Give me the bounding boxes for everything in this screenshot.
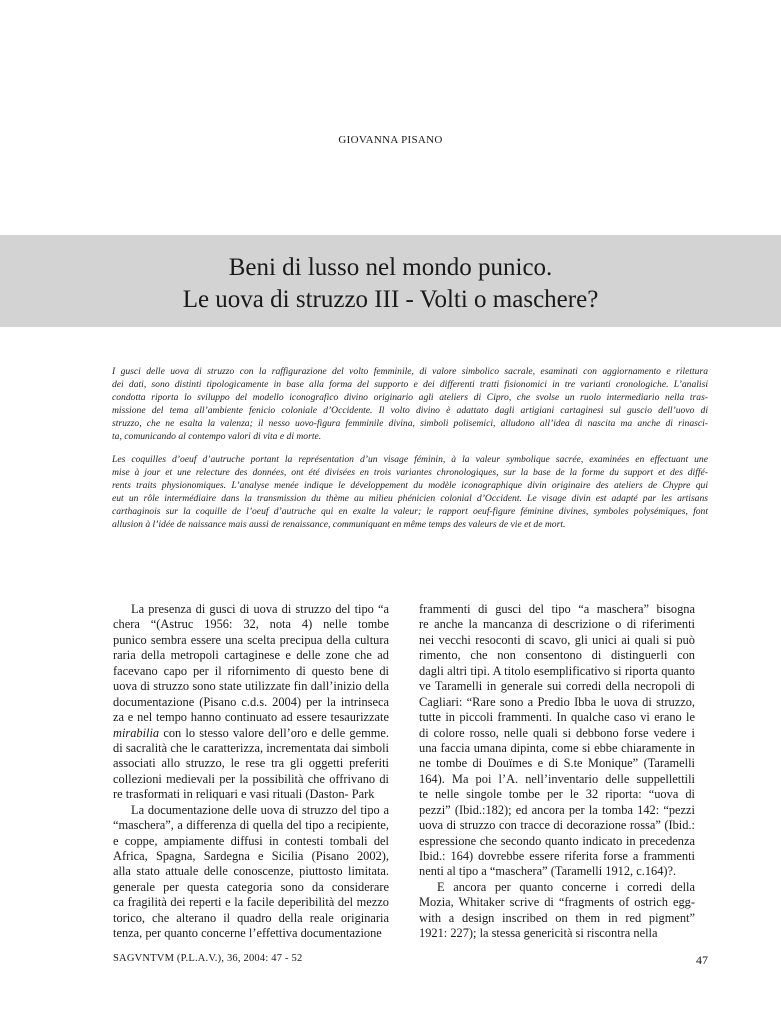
body-left-line: La documentazione delle uova di struzzo del tipo a [131, 802, 389, 817]
article-title-line-1: Beni di lusso nel mondo punico. [228, 254, 553, 281]
body-left-line: re trasformati in reliquari e vasi rituali (Daston- Park [113, 787, 375, 802]
article-title-line-2: Le uova di struzzo III - Volti o maschere? [182, 286, 599, 313]
body-left-line: associati allo struzzo, le rese tra gli oggetti preferiti [113, 756, 389, 771]
body-right-line: te nelle singole tombe per le 32 riporta: “uova di [419, 787, 695, 802]
abstract-italian-line: dei dati, sono distinti tipologicamente in base alla forma del supporto e dei differenti tratti fisionomici in tre varianti cronologiche. L’analisi [112, 378, 708, 390]
body-right-line: uova di struzzo con tracce di decorazione rossa” (Ibid.: [419, 818, 695, 833]
abstract-french-line: carthaginois sur la coquille de l’oeuf d’autruche qui en exalte la valeur; le rapport oeuf-figure féminine divines, symboles polysémiques, font [112, 505, 708, 517]
body-right-line: frammenti di gusci del tipo “a maschera” bisogna [419, 602, 695, 616]
body-left-line: generale per questa categoria sono da considerare [113, 879, 389, 894]
body-left-line: torico, che alterano il quadro della reale originaria [113, 910, 389, 925]
body-right-line: Mozia, Whitaker scrive di “fragments of ostrich egg- [419, 895, 695, 910]
abstract-french-line: Les coquilles d’oeuf d’autruche portant la représentation d’un visage féminin, à la valeur symbolique sacrée, examinées en effectuant une [112, 454, 708, 465]
journal-citation: SAGVNTVM (P.L.A.V.), 36, 2004: 47 - 52 [113, 953, 303, 964]
body-right-line: E ancora per quanto concerne i corredi della [437, 879, 695, 894]
body-right-line: dagli altri tipi. A titolo esemplificativo si riporta quanto [419, 663, 695, 678]
body-left-line: alla stato attuale delle conoscenze, piuttosto limitata. [113, 864, 389, 879]
body-right-line: nei vecchi resoconti di scavo, gli unici ai quali si può [419, 632, 695, 647]
page-number: 47 [696, 953, 708, 967]
body-left-line: ca fragilità dei reperti e la facile deperibilità del mezzo [113, 895, 389, 910]
body-left-line: uova di struzzo sono state utilizzate fin dall’inizio della [113, 679, 389, 694]
body-left-line: raria della metropoli cartaginese e delle zone che ad [113, 648, 389, 663]
abstract-french-line: rents traits physionomiques. L’analyse menée indique le développement du modèle iconographique divin originaire des ateliers de Chypre qui [112, 479, 708, 491]
body-left-line: La presenza di gusci di uova di struzzo del tipo “a [131, 602, 389, 616]
abstract-french-line: allusion à l’idée de naissance mais aussi de renaissance, communiquant en même temps des valeurs de vie et de mort. [112, 518, 566, 530]
body-column-right [419, 602, 695, 942]
body-left-line: mirabilia con lo stesso valore dell’oro e delle gemme. [113, 725, 389, 740]
body-right-line: ve Taramelli in generale sui corredi della necropoli di [419, 679, 695, 694]
body-left-line: facevano capo per il rifornimento di questo bene di [113, 663, 389, 678]
body-right-line: espressione che secondo quanto indicato in precedenza [419, 833, 695, 848]
body-left-line: collezioni medievali per la possibilità che offrivano di [113, 771, 389, 786]
body-right-line: nenti al tipo a “maschera” (Taramelli 1912, c.164)?. [419, 864, 677, 879]
abstract-french-line: mise à jour et une relecture des données, ont été divisées en trois variantes chronologiques, sur la base de la forme du support et des diffé- [112, 466, 708, 478]
body-left-line: e coppe, ampiamente diffusi in contesti tombali del [113, 833, 389, 848]
body-left-line: Africa, Spagna, Sardegna e Sicilia (Pisano 2002), [113, 849, 389, 863]
body-right-line: ne tombe di Douïmes e di S.te Monique” (Taramelli [419, 756, 695, 771]
author-name: GIOVANNA PISANO [338, 134, 443, 146]
body-right-line: rimento, che non consentono di distinguerli con [419, 648, 695, 663]
body-left-line: “maschera”, a differenza di quella del tipo a recipiente, [113, 818, 389, 833]
abstract-italian-line: I gusci delle uova di struzzo con la raffigurazione del volto femminile, di valore simbolico sacrale, esaminati con aggiornamento e rilettura [112, 366, 708, 377]
body-left-line: punico sembra essere una scelta precipua della cultura [113, 632, 389, 647]
title-band [0, 235, 781, 327]
body-right-line: di colore rosso, nelle quali si debbono forse vedere i [419, 725, 695, 740]
abstract-italian-line: ta, comunicando al contempo valori di vita e di morte. [112, 430, 322, 442]
body-right-line: re anche la mancanza di descrizione o di riferimenti [419, 617, 695, 632]
body-right-line: 164). Ma poi l’A. nell’inventario delle suppellettili [419, 771, 695, 786]
abstract-french [112, 454, 708, 531]
body-left-line: documentazione (Pisano c.d.s. 2004) per la intrinseca [113, 694, 389, 709]
body-left-line: tenza, per quanto concerne l’effettiva documentazione [113, 926, 382, 941]
body-right-line: Ibid.: 164) dovrebbe essere riferita forse a frammenti [419, 849, 695, 863]
abstract-italian-line: condotta riporta lo sviluppo del modello iconografico divino originario agli ateliers di Cipro, che svolse un ruolo intermediario nella tras- [112, 391, 708, 403]
body-right-line: tutte in piccoli frammenti. In qualche caso vi erano le [419, 710, 695, 725]
body-right-line: 1921: 227); la stessa genericità si riscontra nella [419, 926, 658, 941]
body-right-line: pezzi” (Ibid.:182); ed ancora per la tomba 142: “pezzi [419, 802, 695, 817]
body-right-line: Cagliari: “Rare sono a Predio Ibba le uova di struzzo, [419, 694, 695, 709]
body-left-line: di sacralità che le caratterizza, incrementata dai simboli [113, 740, 389, 755]
body-left-line: za e nel tempo hanno continuato ad essere tesaurizzate [113, 710, 389, 725]
abstract-italian-line: missione del tema all’ambiente fenicio coloniale d’Occidente. Il volto divino è adattato dagli artigiani cartaginesi sul guscio dell’uovo di [112, 404, 708, 416]
abstract-italian-line: struzzo, che ne esalta la valenza; il nesso uovo-figura femminile divina, simboli polisemici, alludono all’idea di nascita ma anche di rinasci- [112, 417, 708, 429]
abstract-french-line: eut un rôle intermédiaire dans la transmission du thème au milieu phénicien colonial d’Occident. Le visage divin est adapté par les artisans [112, 492, 708, 504]
body-column-left [113, 602, 389, 942]
body-left-line: chera “(Astruc 1956: 32, nota 4) nelle tombe [113, 617, 389, 632]
abstract-italian [112, 366, 708, 443]
body-right-line: una faccia umana dipinta, come si ebbe chiaramente in [419, 740, 695, 755]
body-right-line: with a design inscribed on them in red pigment” [419, 910, 695, 925]
